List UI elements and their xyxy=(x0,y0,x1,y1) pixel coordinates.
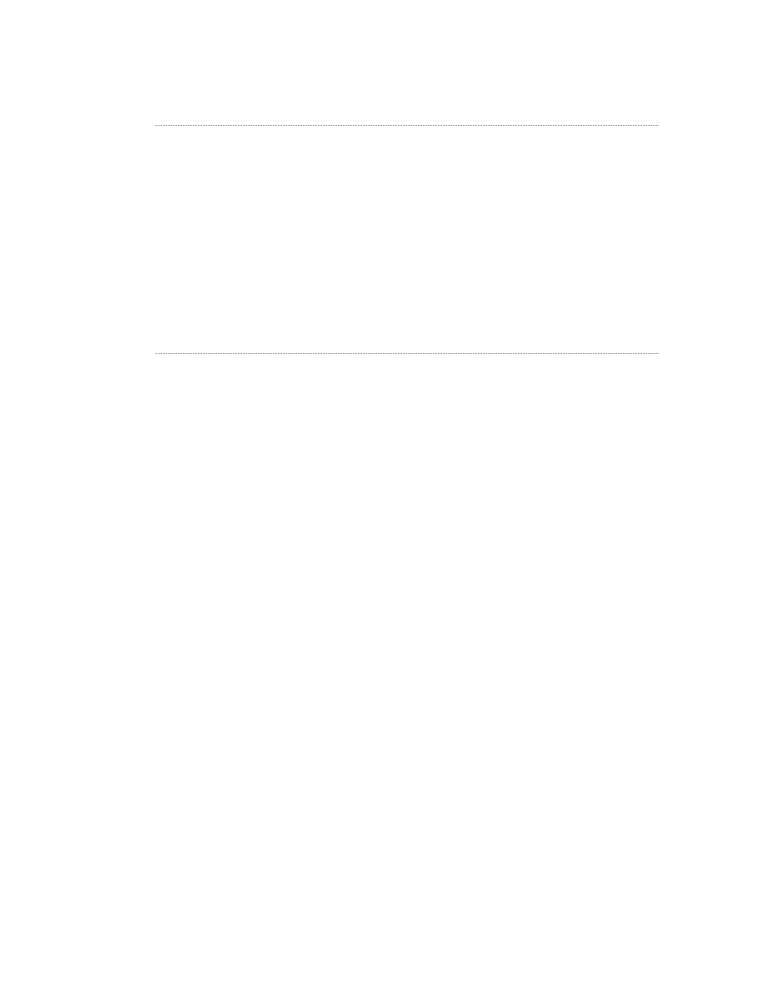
toc-entry[interactable] xyxy=(153,126,661,127)
chapter-heading[interactable] xyxy=(86,354,661,355)
dot-leader xyxy=(155,353,659,354)
dot-leader xyxy=(155,125,659,126)
